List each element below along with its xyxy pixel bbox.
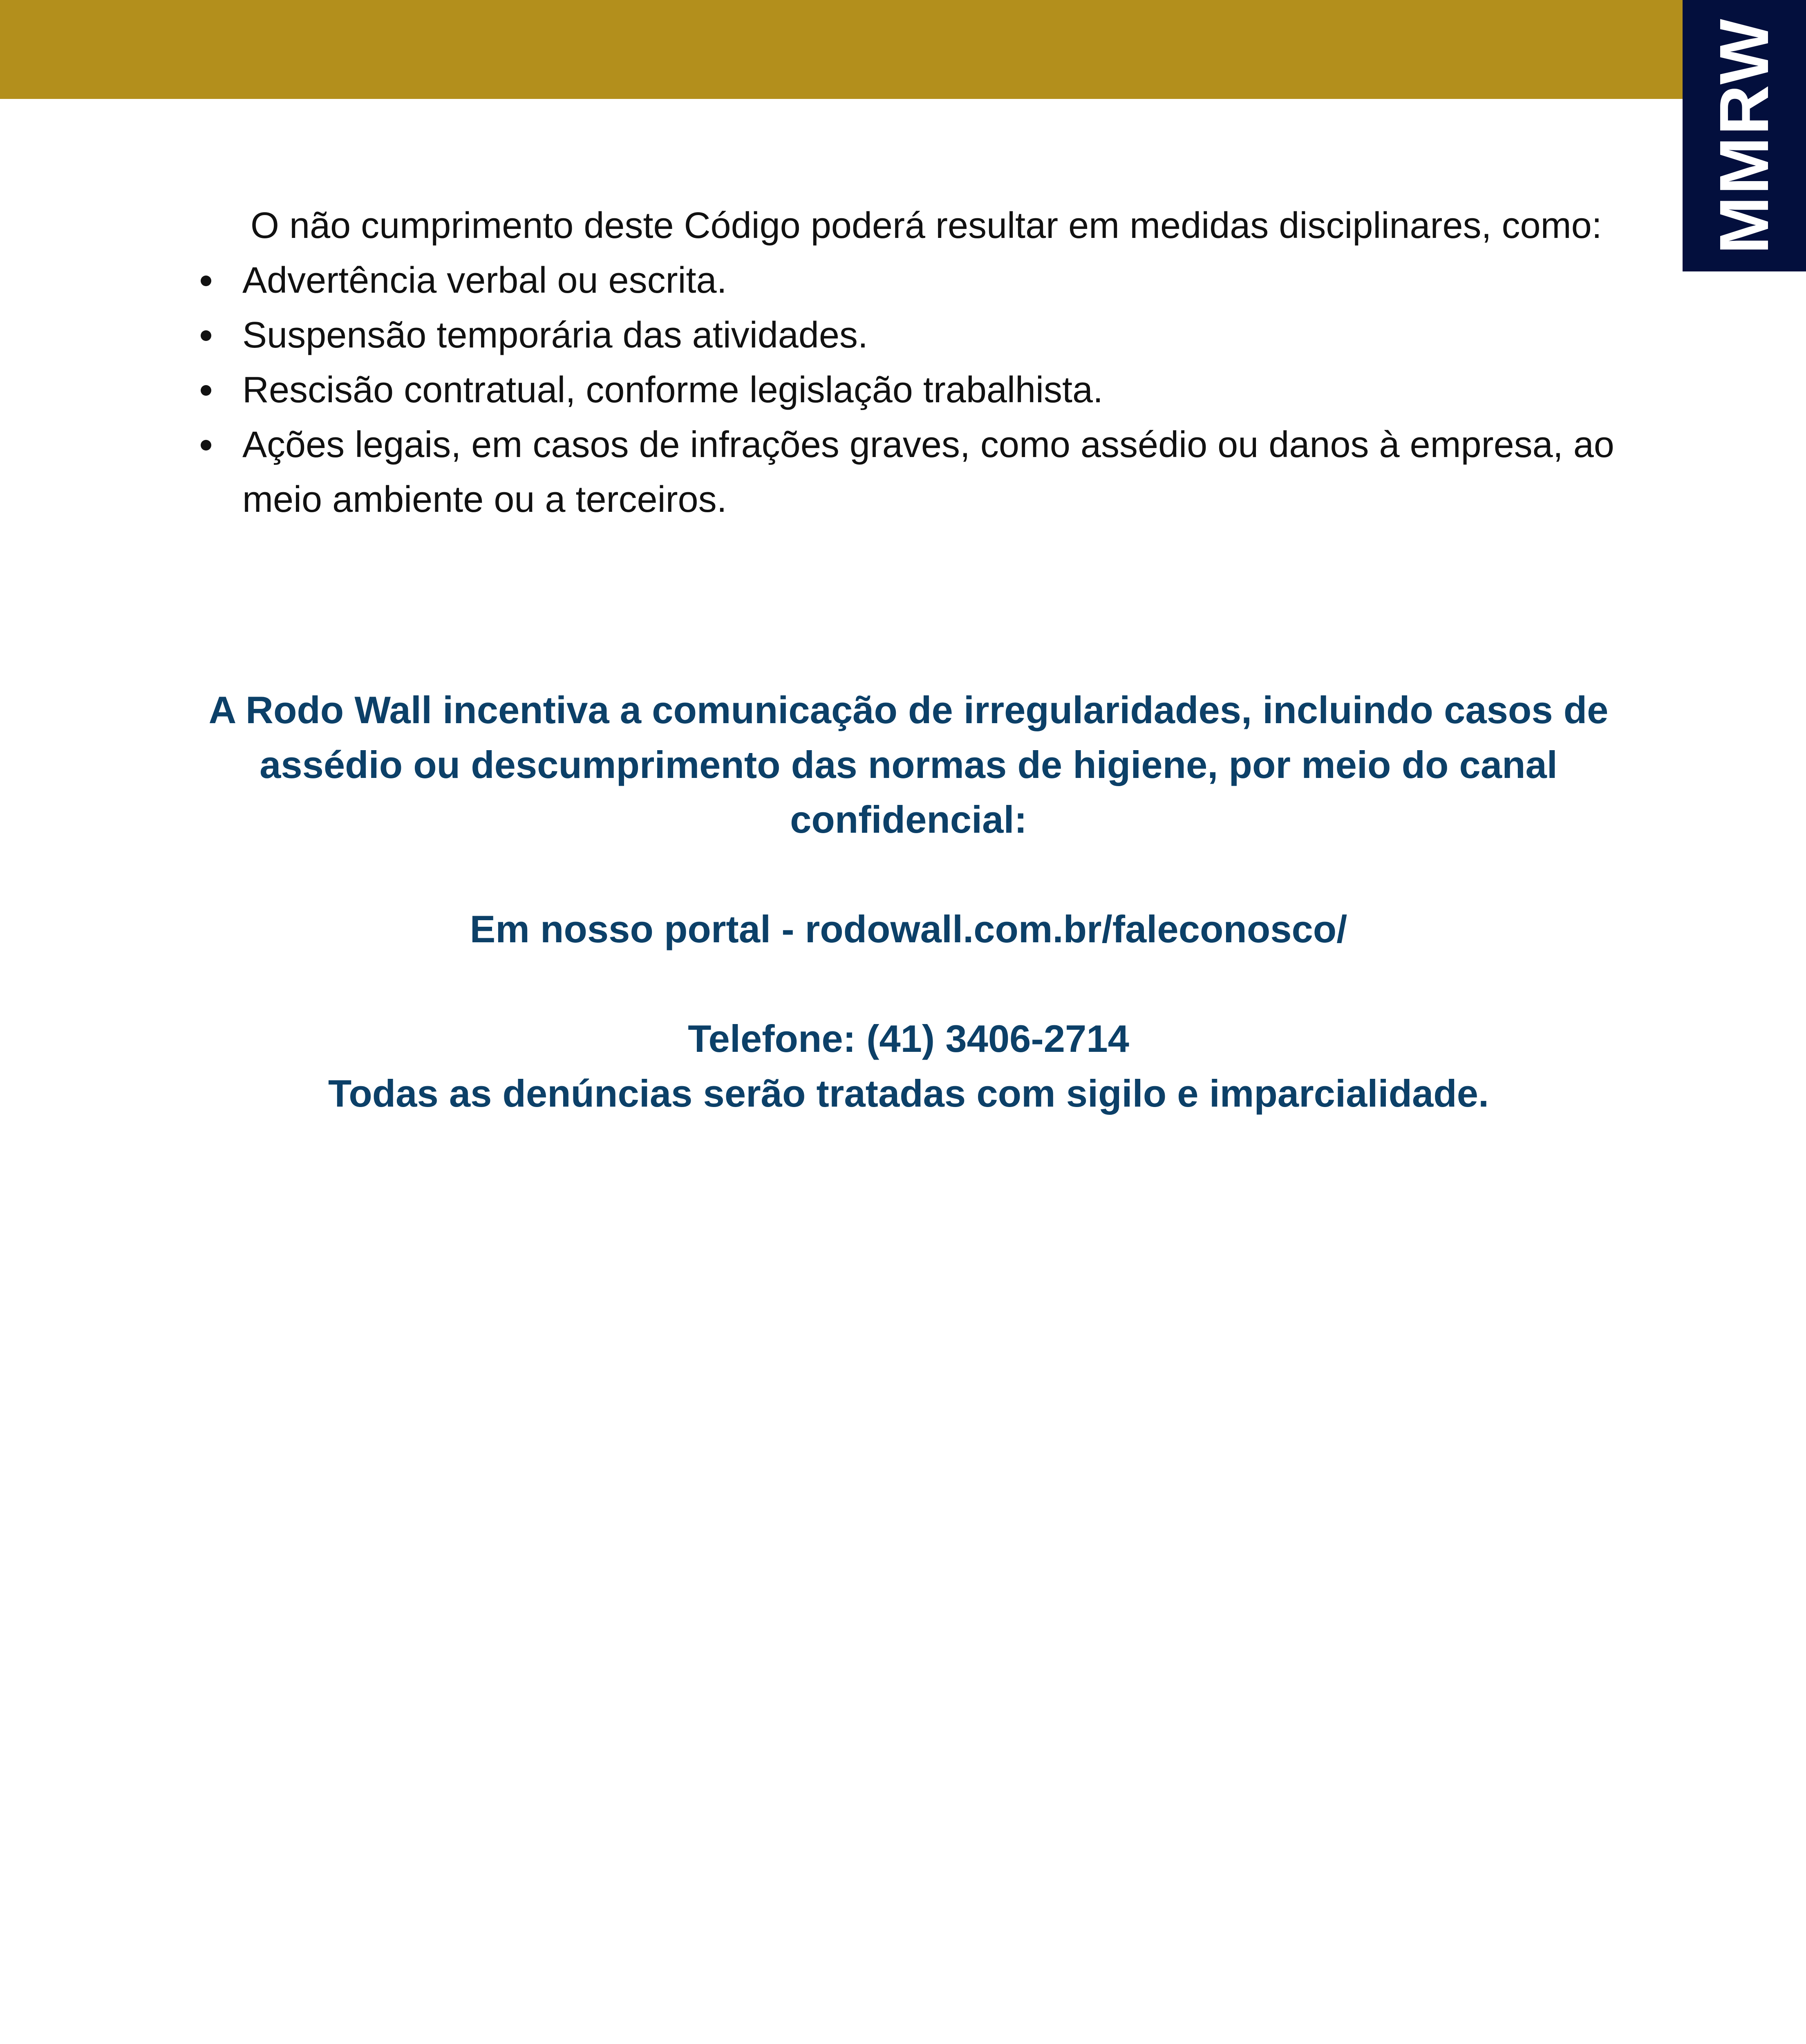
list-item: Advertência verbal ou escrita. [181, 253, 1625, 308]
list-item: Ações legais, em casos de infrações graves, como assédio ou danos à empresa, ao meio ambiente ou a terceiros. [181, 417, 1625, 527]
list-item: Suspensão temporária das atividades. [181, 308, 1625, 363]
side-tab [1683, 0, 1806, 271]
reporting-channel [181, 683, 1636, 1121]
phone-number: Telefone: (41) 3406-2714 [688, 1017, 1129, 1060]
header-bar [0, 0, 1806, 99]
portal-link[interactable]: Em nosso portal - rodowall.com.br/faleconosco/ [470, 908, 1347, 950]
intro-paragraph: O não cumprimento deste Código poderá resultar em medidas disciplinares, como: [251, 205, 1602, 246]
list-item: Rescisão contratual, conforme legislação trabalhista. [181, 363, 1625, 417]
body-content [181, 198, 1625, 527]
sanctions-list [181, 253, 1625, 527]
side-tab-label: MMRW [1705, 17, 1783, 254]
confidentiality-note: Todas as denúncias serão tratadas com sigilo e imparcialidade. [328, 1072, 1489, 1115]
channel-statement: A Rodo Wall incentiva a comunicação de irregularidades, incluindo casos de assédio ou descumprimento das normas de higiene, por meio do canal confidencial: [208, 688, 1609, 841]
